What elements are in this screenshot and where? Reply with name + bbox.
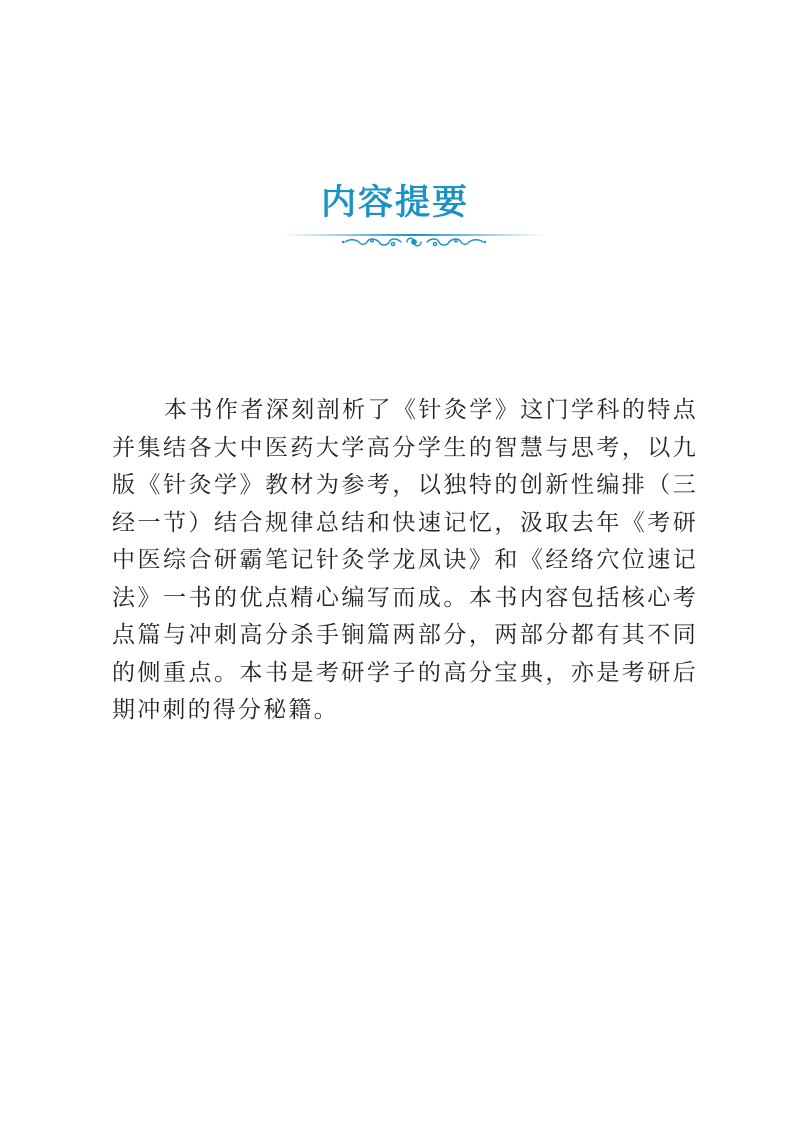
page-title: 内容提要 — [320, 182, 469, 223]
summary-paragraph: 本书作者深刻剖析了《针灸学》这门学科的特点并集结各大中医药大学高分学生的智慧与思考，以九版《针灸学》教材为参考，以独特的创新性编排（三经一节）结合规律总结和快速记忆，汲取去年《考研中医综合研霸笔记针灸学龙凤诀》和《经络穴位速记法》一书的优点精心编写而成。本书内容包括核心考点篇与冲刺高分杀手锏篇两部分，两部分都有其不同的侧重点。本书是考研学子的高分宝典，亦是考研后期冲刺的得分秘籍。 — [112, 397, 698, 723]
title-ornament-divider — [283, 226, 545, 252]
